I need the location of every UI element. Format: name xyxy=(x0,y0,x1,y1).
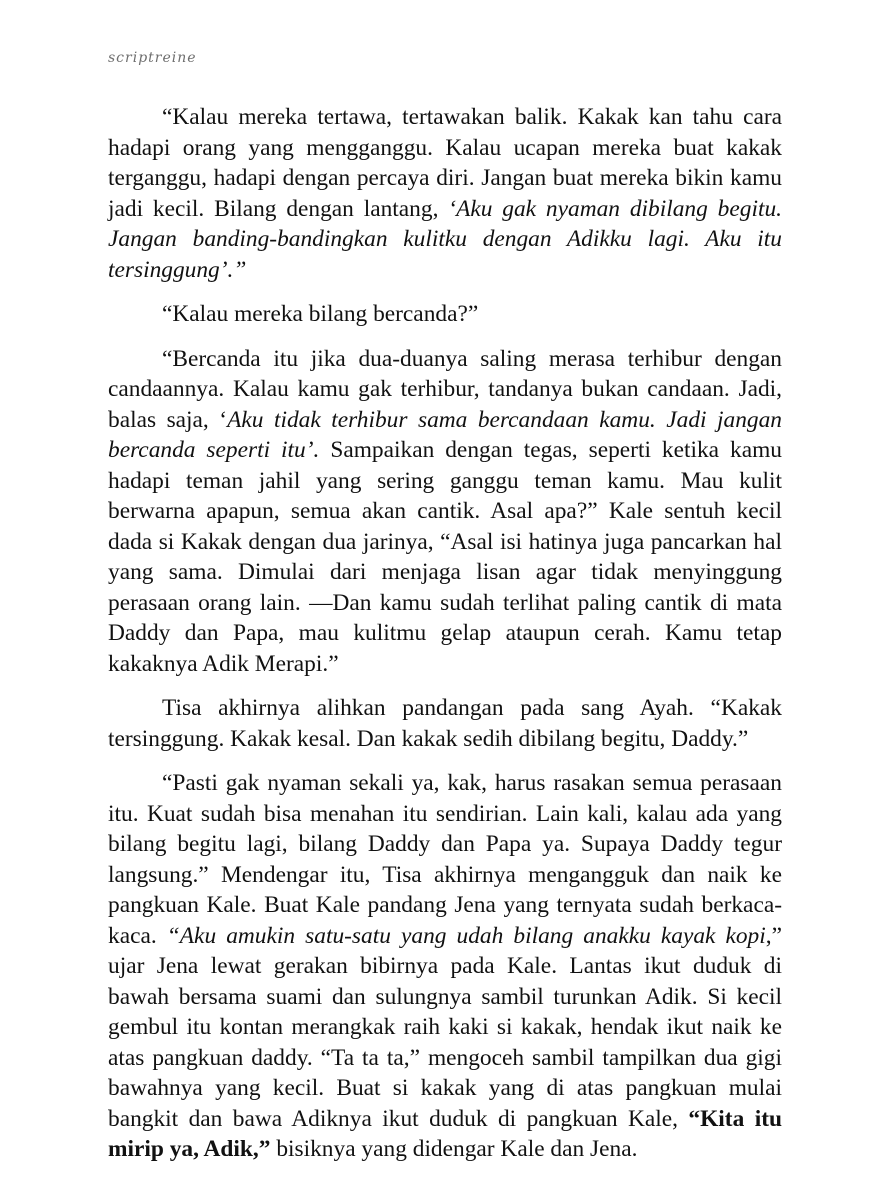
paragraph-3 xyxy=(108,344,782,680)
running-header: scriptreine xyxy=(108,50,197,66)
italic-segment: Aku tidak terhibur sama bercandaan kamu. Jadi jangan bercanda seperti itu’. xyxy=(108,406,782,463)
text-segment: “Kalau mereka bilang bercanda?” xyxy=(162,301,479,327)
text-segment: “Pasti gak nyaman sekali ya, kak, harus rasakan semua perasaan itu. Kuat sudah bisa menahan itu sendirian. Lain kali, kalau ada yang bilang begitu lagi, bilang Daddy dan Papa ya. Supaya Daddy tegur langsung.” Mendengar itu, Tisa akhirnya mengangguk dan naik ke pangkuan Kale. Buat Kale pandang Jena yang ternyata sudah berkaca-kaca. xyxy=(108,770,782,949)
italic-segment: ‘Aku gak nyaman dibilang begitu. Jangan banding-bandingkan kulitku dengan Adikku lagi. Aku itu tersinggung’.” xyxy=(108,195,782,283)
body-text xyxy=(108,102,782,1165)
text-segment: ,” ujar Jena lewat gerakan bibirnya pada Kale. Lantas ikut duduk di bawah bersama suami dan sulungnya sambil turunkan Adik. Si kecil gembul itu kontan merangkak raih kaki si kakak, hendak ikut naik ke atas pangkuan daddy. “Ta ta ta,” mengoceh sambil tampilkan dua gigi bawahnya yang kecil. Buat si kakak yang di atas pangkuan mulai bangkit dan bawa Adiknya ikut duduk di pangkuan Kale, xyxy=(108,922,782,1132)
paragraph-1 xyxy=(108,102,782,285)
paragraph-5 xyxy=(108,768,782,1165)
text-segment: “Bercanda itu jika dua-duanya saling merasa terhibur dengan candaannya. Kalau kamu gak terhibur, tandanya bukan candaan. Jadi, balas saja, ‘ xyxy=(108,345,782,433)
italic-segment: “Aku amukin satu-satu yang udah bilang anakku kayak kopi xyxy=(166,922,766,949)
text-segment: “Kalau mereka tertawa, tertawakan balik. Kakak kan tahu cara hadapi orang yang mengganggu. Kalau ucapan mereka buat kakak terganggu, hadapi dengan percaya diri. Jangan buat mereka bikin kamu jadi kecil. Bilang dengan lantang, xyxy=(108,104,782,222)
text-segment: Sampaikan dengan tegas, seperti ketika kamu hadapi teman jahil yang sering ganggu teman kamu. Mau kulit berwarna apapun, semua akan cantik. Asal apa?” Kale sentuh kecil dada si Kakak dengan dua jarinya, “Asal isi hatinya juga pancarkan hal yang sama. Dimulai dari menjaga lisan agar tidak menyinggung perasaan orang lain. —Dan kamu sudah terlihat paling cantik di mata Daddy dan Papa, mau kulitmu gelap ataupun cerah. Kamu tetap kakaknya Adik Merapi.” xyxy=(108,437,782,677)
text-segment: bisiknya yang didengar Kale dan Jena. xyxy=(270,1136,638,1162)
paragraph-2 xyxy=(108,299,782,330)
text-segment: Tisa akhirnya alihkan pandangan pada sang Ayah. “Kakak tersinggung. Kakak kesal. Dan kakak sedih dibilang begitu, Daddy.” xyxy=(108,695,782,752)
bold-segment: “Kita itu mirip ya, Adik,” xyxy=(108,1105,782,1162)
paragraph-4 xyxy=(108,693,782,754)
